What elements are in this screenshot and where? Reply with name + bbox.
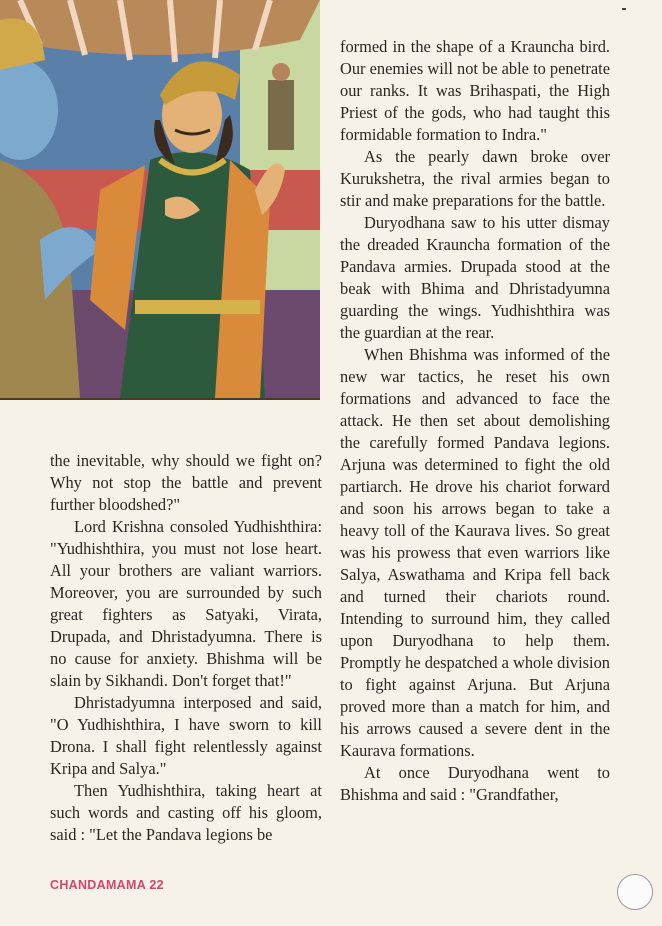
right-paragraph-4: When Bhishma was informed of the new war tactics, he reset his own formations and advanced to face the attack. He then set about demolishing the carefully formed Pandava legions. Arjuna was determined to fight the old partiarch. He drove his chariot forward and soon his arrows began to take a heavy toll of the Kaurava lives. So great was his prowess that even warriors like Salya, Aswathama and Kripa fell back and turned their chariots round. Intending to surround him, they called upon Duryodhana to help them. Promptly he despatched a whole division to fight against Arjuna. But Arjuna proved more than a match for him, and his arrows caused a severe dent in the Kaurava formations.: [340, 345, 610, 760]
left-text-column: [50, 450, 322, 846]
right-text-column: [340, 36, 610, 806]
page-footer: CHANDAMAMA 22: [50, 878, 164, 892]
left-paragraph-2: Lord Krishna consoled Yudhishthira: "Yudhishthira, you must not lose heart. All your brothers are valiant warriors. Moreover, you are surrounded by such great fighters as Satyaki, Virata, Drupada, and Dhristadyumna. There is no cause for anxiety. Bhishma will be slain by Sikhandi. Don't forget that!": [50, 517, 322, 690]
left-paragraph-3: Dhristadyumna interposed and said, "O Yudhishthira, I have sworn to kill Drona. I shall fight relentlessly against Kripa and Salya.": [50, 693, 322, 778]
left-paragraph-1: the inevitable, why should we fight on? Why not stop the battle and prevent further bloodshed?": [50, 451, 322, 514]
right-paragraph-2: As the pearly dawn broke over Kurukshetra, the rival armies began to stir and make preparations for the battle.: [340, 147, 610, 210]
story-illustration: [0, 0, 320, 400]
right-paragraph-1: formed in the shape of a Krauncha bird. Our enemies will not be able to penetrate our ranks. It was Brihaspati, the High Priest of the gods, who had taught this formidable formation to Indra.": [340, 37, 610, 144]
right-paragraph-3: Duryodhana saw to his utter dismay the dreaded Krauncha formation of the Pandava armies. Drupada stood at the beak with Bhima and Dhristadyumna guarding the wings. Yudhishthira was the guardian at the rear.: [340, 213, 610, 342]
library-stamp-icon: [617, 874, 653, 910]
krishna-yudhishthira-illustration: [0, 0, 320, 398]
scan-mark: [622, 8, 626, 10]
right-paragraph-5: At once Duryodhana went to Bhishma and said : "Grandfather,: [340, 763, 610, 804]
left-paragraph-4: Then Yudhishthira, taking heart at such words and casting off his gloom, said : "Let the Pandava legions be: [50, 781, 322, 844]
